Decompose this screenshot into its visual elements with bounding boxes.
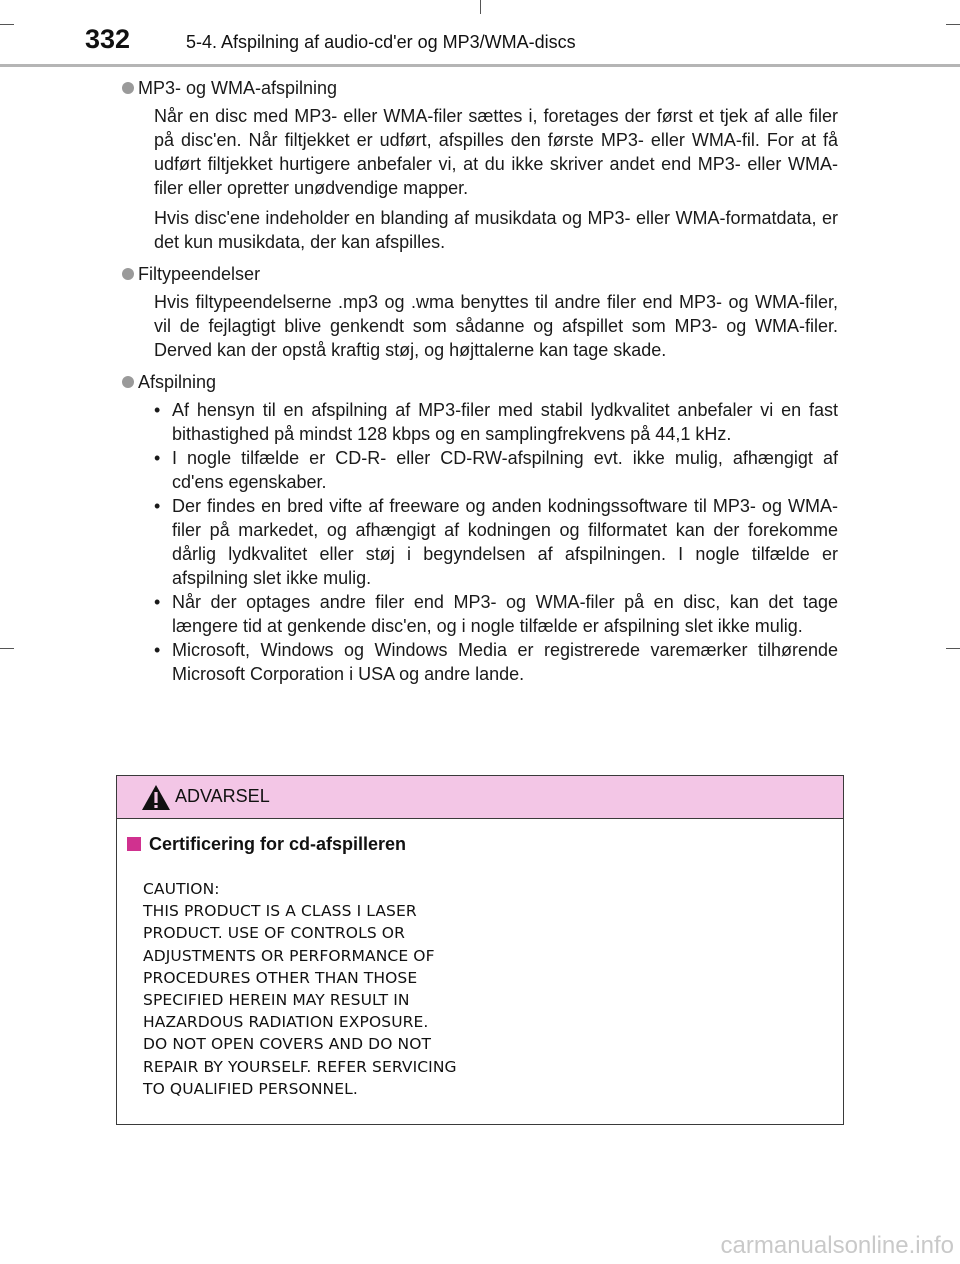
- page-number: 332: [85, 24, 131, 54]
- caution-label: [143, 878, 457, 1100]
- bullet-dot-icon: [122, 376, 134, 388]
- warning-box: [116, 775, 844, 1125]
- caution-line: DO NOT OPEN COVERS AND DO NOT: [143, 1035, 432, 1054]
- caution-line: PRODUCT. USE OF CONTROLS OR: [143, 924, 405, 943]
- caution-line: REPAIR BY YOURSELF. REFER SERVICING: [143, 1057, 457, 1076]
- list-item: [154, 398, 838, 446]
- section-heading: [122, 76, 838, 100]
- bullet-icon: •: [154, 448, 161, 468]
- caution-line: CAUTION:: [143, 880, 220, 898]
- caution-line: SPECIFIED HEREIN MAY RESULT IN: [143, 991, 410, 1010]
- warning-header: [117, 776, 843, 819]
- caution-line: THIS PRODUCT IS A CLASS I LASER: [143, 902, 417, 921]
- header-divider: [0, 64, 960, 67]
- section-title: 5-4. Afspilning af audio-cd'er og MP3/WMA-discs: [186, 32, 576, 52]
- watermark: carmanualsonline.info: [720, 1232, 954, 1259]
- list-item-text: Der findes en bred vifte af freeware og anden kodningssoftware til MP3- og WMA-filer på markedet, og afhængigt af kodningen og filformatet kan der forekomme dårlig lydkvalitet eller støj i begyndelsen af afspilningen. I nogle tilfælde er afspilning slet ikke mulig.: [172, 496, 838, 588]
- section-playback: [138, 370, 838, 686]
- section-heading: [122, 262, 838, 286]
- section-mp3-wma: [138, 76, 838, 254]
- paragraph: Hvis filtypeendelserne .mp3 og .wma benyttes til andre filer end MP3- og WMA-filer, vil de fejlagtigt blive genkendt som sådanne og afspillet som MP3- og WMA-filer. Derved kan der opstå kraftig støj, og højttalerne kan tage skade.: [154, 292, 838, 360]
- bullet-dot-icon: [122, 268, 134, 280]
- playback-list: [154, 398, 838, 686]
- caution-line: HAZARDOUS RADIATION EXPOSURE.: [143, 1013, 429, 1032]
- section-heading: [122, 370, 838, 394]
- list-item: [154, 494, 838, 590]
- crop-mark: [0, 648, 14, 649]
- crop-mark: [946, 648, 960, 649]
- warning-triangle-icon: [141, 784, 171, 811]
- section-filetype: [138, 262, 838, 362]
- paragraph: Når en disc med MP3- eller WMA-filer sættes i, foretages der først et tjek af alle filer på disc'en. Når filtjekket er udført, afspilles den første MP3- eller WMA-fil. For at få udført filtjekket hurtigere anbefaler vi, at du ikke skriver andet end MP3- eller WMA-filer eller opretter unødvendige mapper.: [154, 106, 838, 198]
- list-item-text: I nogle tilfælde er CD-R- eller CD-RW-afspilning evt. ikke mulig, afhængigt af cd'ens egenskaber.: [172, 448, 838, 492]
- bullet-icon: •: [154, 592, 161, 612]
- caution-line: ADJUSTMENTS OR PERFORMANCE OF: [143, 946, 435, 965]
- list-item: [154, 638, 838, 686]
- bullet-dot-icon: [122, 82, 134, 94]
- list-item-text: Når der optages andre filer end MP3- og WMA-filer på en disc, kan det tage længere tid at genkende disc'en, og i nogle tilfælde er afspilning slet ikke mulig.: [172, 592, 838, 636]
- warning-title: ADVARSEL: [175, 786, 270, 806]
- list-item: [154, 590, 838, 638]
- list-item: [154, 446, 838, 494]
- bullet-icon: •: [154, 640, 161, 660]
- page-header: [0, 18, 960, 64]
- caution-line: TO QUALIFIED PERSONNEL.: [143, 1079, 358, 1098]
- square-bullet-icon: [127, 837, 141, 851]
- heading-text: Filtypeendelser: [138, 264, 261, 284]
- cert-heading-text: Certificering for cd-afspilleren: [149, 834, 407, 854]
- heading-text: MP3- og WMA-afspilning: [138, 78, 338, 98]
- bullet-icon: •: [154, 400, 161, 420]
- main-content: [138, 76, 838, 694]
- caution-line: PROCEDURES OTHER THAN THOSE: [143, 968, 418, 987]
- cert-heading: [127, 834, 406, 855]
- crop-mark: [480, 0, 481, 14]
- list-item-text: Microsoft, Windows og Windows Media er registrerede varemærker tilhørende Microsoft Corporation i USA og andre lande.: [172, 640, 838, 684]
- paragraph: Hvis disc'ene indeholder en blanding af musikdata og MP3- eller WMA-formatdata, er det kun musikdata, der kan afspilles.: [154, 208, 838, 252]
- list-item-text: Af hensyn til en afspilning af MP3-filer med stabil lydkvalitet anbefaler vi en fast bithastighed på mindst 128 kbps og en samplingfrekvens på 44,1 kHz.: [172, 400, 838, 444]
- bullet-icon: •: [154, 496, 161, 516]
- heading-text: Afspilning: [138, 372, 217, 392]
